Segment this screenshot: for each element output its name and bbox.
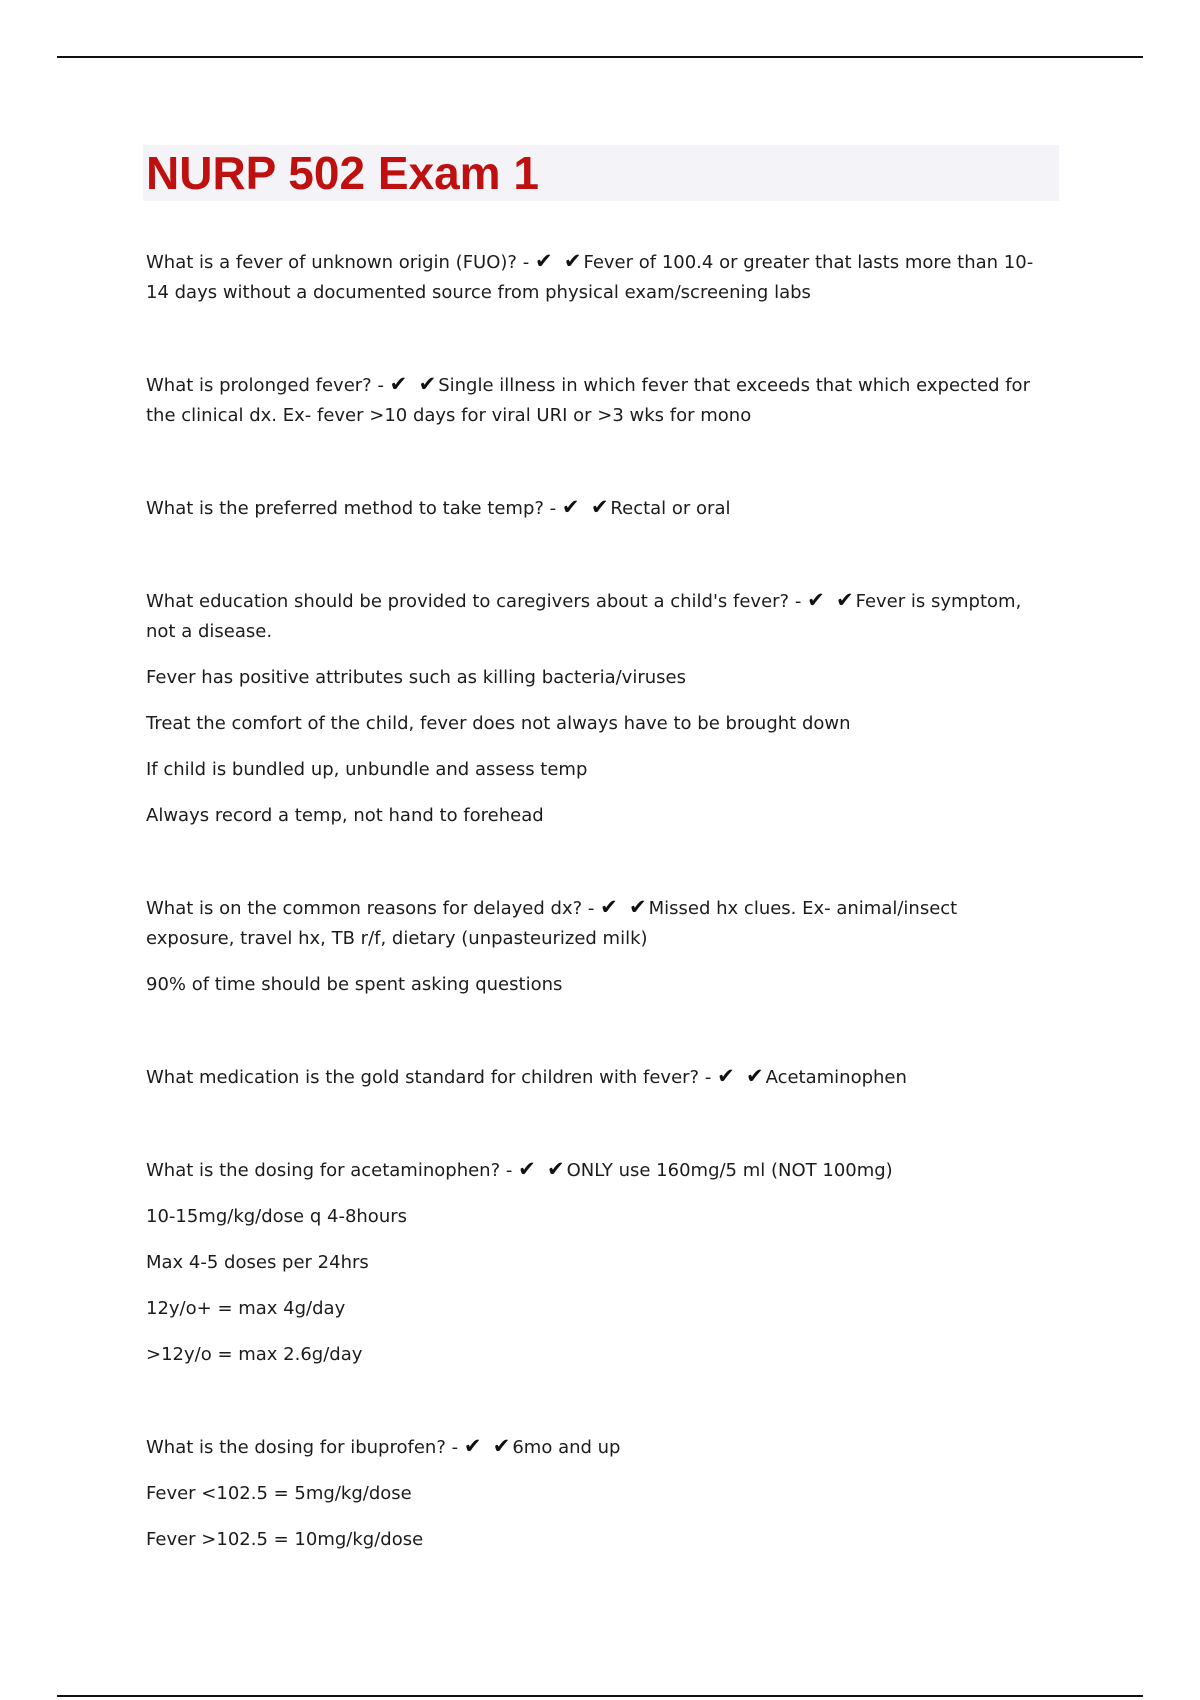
qa-item	[146, 1061, 1046, 1093]
document-title: NURP 502 Exam 1	[146, 147, 539, 199]
answer-line: Fever <102.5 = 5mg/kg/dose	[146, 1483, 412, 1504]
question-text: What is the dosing for ibuprofen? -	[146, 1437, 459, 1458]
qa-line	[146, 1061, 1046, 1093]
answer-text: 6mo and up	[512, 1437, 621, 1458]
top-rule	[57, 56, 1143, 58]
answer-text: Single illness in which fever that exceeds that which expected for the clinical dx. Ex- fever >10 days for viral URI or >3 wks for mono	[146, 375, 1030, 426]
check-mark-icon: ✔ ✔	[600, 895, 649, 919]
qa-item	[146, 1154, 1046, 1370]
question-text: What is on the common reasons for delayed dx? -	[146, 898, 595, 919]
qa-line	[146, 1431, 1046, 1463]
qa-line	[146, 246, 1046, 308]
answer-text: Acetaminophen	[765, 1067, 907, 1088]
answer-line: Fever >102.5 = 10mg/kg/dose	[146, 1529, 424, 1550]
qa-line	[146, 1154, 1046, 1186]
qa-item	[146, 892, 1046, 1000]
check-mark-icon: ✔ ✔	[463, 1434, 513, 1458]
answer-line: >12y/o = max 2.6g/day	[146, 1344, 363, 1365]
question-text: What medication is the gold standard for children with fever? -	[146, 1067, 712, 1088]
qa-line	[146, 492, 1046, 524]
question-text: What is the dosing for acetaminophen? -	[146, 1160, 513, 1181]
check-mark-icon: ✔ ✔	[534, 249, 584, 273]
question-text: What is the preferred method to take temp? -	[146, 498, 557, 519]
question-text: What is prolonged fever? -	[146, 375, 384, 396]
check-mark-icon: ✔ ✔	[717, 1064, 766, 1088]
check-mark-icon: ✔ ✔	[518, 1157, 567, 1181]
qa-item	[146, 1431, 1046, 1555]
question-text: What education should be provided to caregivers about a child's fever? -	[146, 591, 802, 612]
qa-item	[146, 585, 1046, 831]
answer-line: 10-15mg/kg/dose q 4-8hours	[146, 1206, 408, 1227]
qa-item	[146, 492, 1046, 524]
check-mark-icon: ✔ ✔	[807, 588, 856, 612]
answer-text: Rectal or oral	[610, 498, 731, 519]
answer-line: Max 4-5 doses per 24hrs	[146, 1252, 369, 1273]
qa-list	[146, 246, 1046, 1616]
qa-line	[146, 892, 1046, 954]
qa-item	[146, 246, 1046, 308]
check-mark-icon: ✔ ✔	[561, 495, 611, 519]
answer-text: Fever is symptom, not a disease.	[146, 591, 1022, 642]
answer-line: Treat the comfort of the child, fever does not always have to be brought down	[146, 713, 851, 734]
answer-line: Fever has positive attributes such as killing bacteria/viruses	[146, 667, 686, 688]
answer-text: Fever of 100.4 or greater that lasts more than 10-14 days without a documented source from physical exam/screening labs	[146, 252, 1034, 303]
answer-line: If child is bundled up, unbundle and assess temp	[146, 759, 588, 780]
answer-line: 90% of time should be spent asking questions	[146, 974, 563, 995]
check-mark-icon: ✔ ✔	[389, 372, 439, 396]
answer-text: Missed hx clues. Ex- animal/insect exposure, travel hx, TB r/f, dietary (unpasteurized milk)	[146, 898, 958, 949]
bottom-rule	[57, 1695, 1143, 1697]
qa-line	[146, 585, 1046, 647]
question-text: What is a fever of unknown origin (FUO)? -	[146, 252, 530, 273]
answer-line: 12y/o+ = max 4g/day	[146, 1298, 346, 1319]
answer-text: ONLY use 160mg/5 ml (NOT 100mg)	[566, 1160, 893, 1181]
qa-line	[146, 369, 1046, 431]
answer-line: Always record a temp, not hand to forehead	[146, 805, 544, 826]
qa-item	[146, 369, 1046, 431]
